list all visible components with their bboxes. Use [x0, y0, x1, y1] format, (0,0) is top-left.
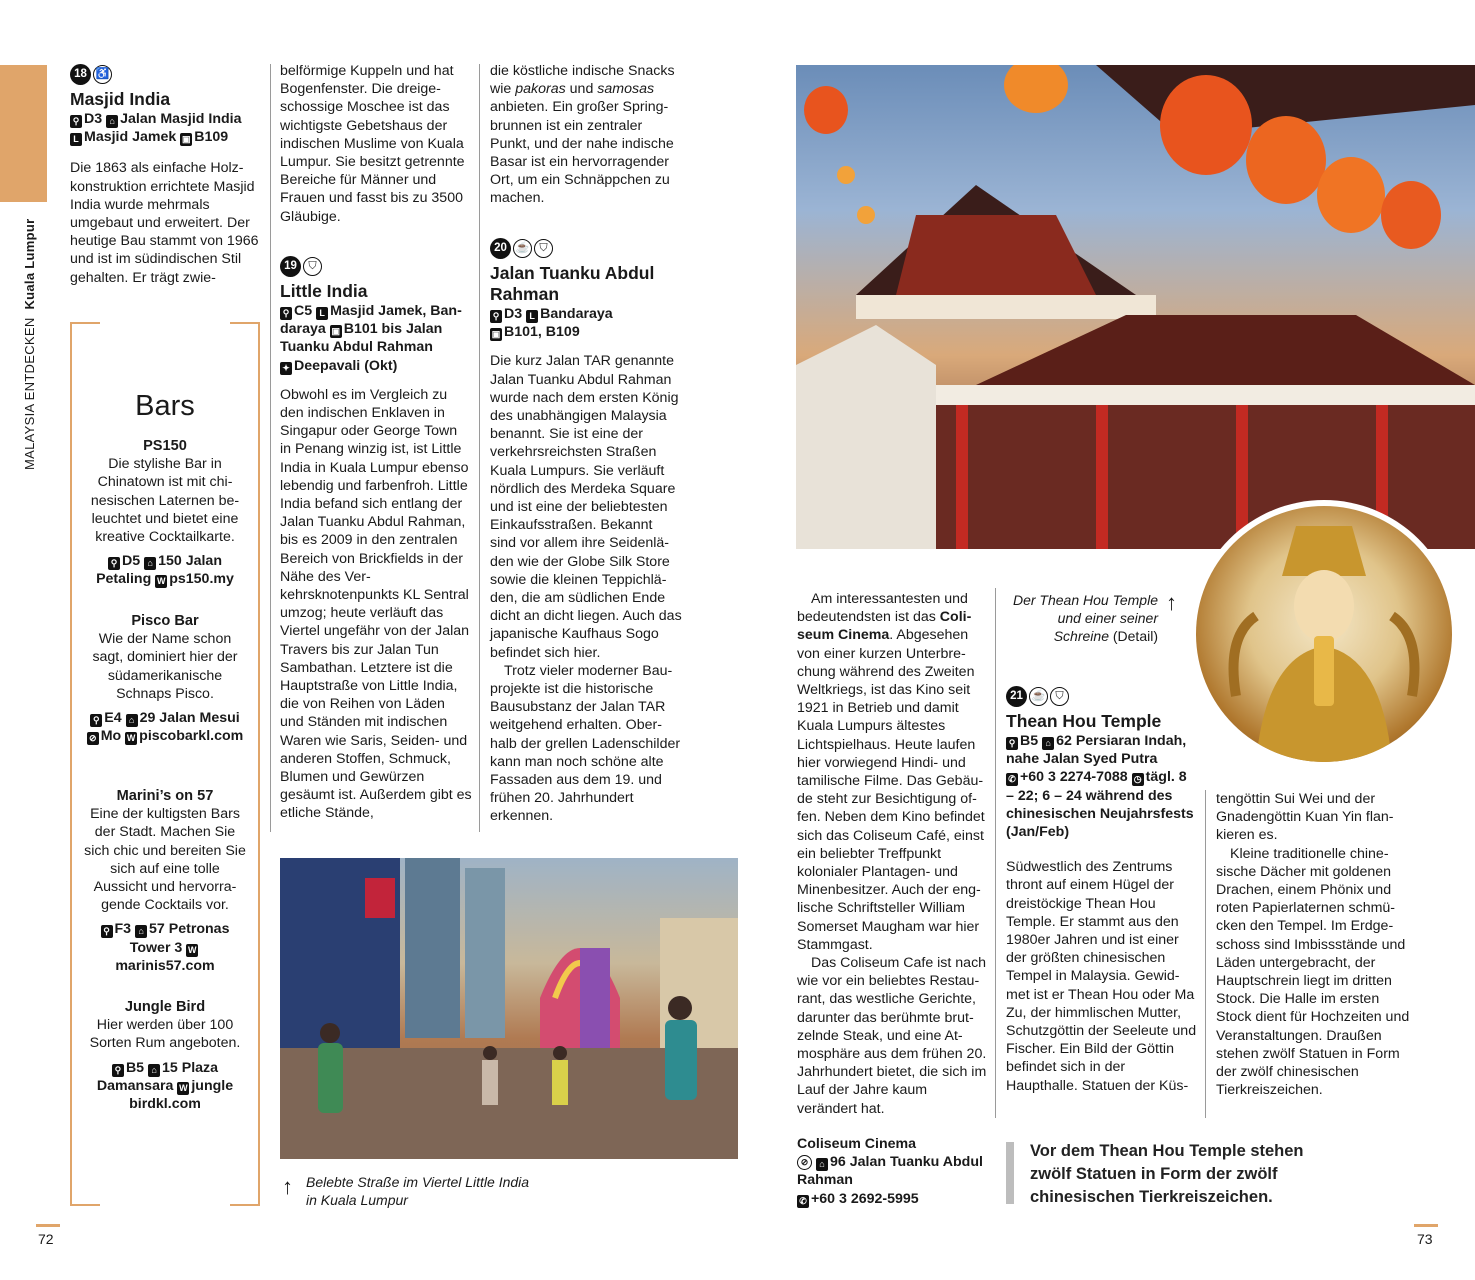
column-divider: [1205, 790, 1206, 1118]
pullquote-bar: [1006, 1142, 1014, 1204]
map-pin-icon: ⚲: [70, 115, 82, 128]
entry-text: Die kurz Jalan TAR genannte Jalan Tuanku Abdul Rahman wurde nach dem ersten König des unabhängigen Malaysia benannt. Sie ist eine der verkehrsreichsten Straßen Kuala Lumpurs. Sie verläuft nördlich des Merdeka Square und ist eine der beliebtesten Einkaufsstraßen. Bekannt sind vor allem ihre Seidenläden wie der Globe Silk Store sowie die kleinen Teppichläden, die am südlichen Ende dicht an dicht liegen. Auch das japanische Kaufhaus Sogo befindet sich hier.: [490, 353, 682, 661]
entry-text: Die 1863 als einfache Holzkonstruktion errichtete Masjid India wurde mehrmals umgebaut und erweitert. Der heutige Bau stammt von 1966 und ist im südindischen Stil gehalten. Er trägt zwie-: [70, 160, 259, 286]
cafe-icon: ☕: [513, 239, 532, 258]
entry-number: 19: [280, 256, 301, 277]
entry-21: [1006, 686, 1198, 1095]
page-number-bar: [1414, 1224, 1438, 1227]
cafe-icon: ☕: [1029, 687, 1048, 706]
column-divider: [270, 64, 271, 832]
clock-icon: ◷: [1132, 773, 1144, 786]
column-divider: [995, 588, 996, 1118]
bar-entry: Marini’s on 57 Eine der kultigsten Bars der Stadt. Machen Sie sich chic und bereiten Sie sich auf eine tolle Aussicht und hervorragende Cocktails vor. ⚲ F3 ⌂ 57 Petronas Tower 3 Wmarinis57.com: [82, 787, 248, 975]
pullquote: Vor dem Thean Hou Temple stehen zwölf Statuen in Form der zwölf chinesischen Tierkreiszeichen.: [1030, 1142, 1304, 1206]
col7-text: tengöttin Sui Wei und der Gnadengöttin Kuan Yin flankieren es. Kleine traditionelle chinesische Dächer mit goldenen Drachen, einem Phönix und roten Papierlaternen schmücken den Tempel. Im Erdgeschoss sind Imbissstände und Läden untergebracht, der Hauptschrein liegt im dritten Stock. Die Halle im ersten Stock dient für Hochzeiten und Veranstaltungen. Draußen stehen zwölf Statuen in Form der zwölf chinesischen Tierkreiszeichen.: [1216, 791, 1410, 1099]
address-icon: ⌂: [144, 557, 156, 570]
entry-text: Trotz vieler moderner Bauprojekte ist die historische Bausubstanz der Jalan TAR weitgehend erhalten. Oberhalb der grellen Ladenschilder kann man noch schöne alte Fassaden aus dem 19. und frühen 20. Jahrhundert erkennen.: [490, 662, 681, 825]
coliseum-info: Coliseum Cinema ⊘ ⌂ 96 Jalan Tuanku Abdul Rahman ✆ +60 3 2692-5995: [797, 1135, 987, 1208]
bar-entry: Pisco Bar Wie der Name schon sagt, dominiert hier der südamerikanische Schnaps Pisco. ⚲ E4 ⌂ 29 Jalan Mesui ⊘ Mo W piscobarkl.com: [82, 612, 248, 745]
column-divider: [479, 64, 480, 832]
entry-info: ⚲ D3 ⌂ Jalan Masjid India L Masjid Jamek ▣ B109: [70, 110, 262, 146]
bars-heading: Bars: [135, 390, 195, 422]
entry-info: ⚲ D3 L Bandaraya ▣ B101, B109: [491, 306, 613, 341]
col5-text: Am interessantesten und bedeutendsten ist das Coliseum Cinema. Abgesehen von einer kurzen Unterbrechung während des Zweiten Weltkriegs, ist das Kino seit 1921 in Betrieb und damit Kuala Lumpurs ältestes Lichtspielhaus. Heute laufen hier vorwiegend Hindi- und tamilische Filme. Das Gebäude steht zur Besichtigung offen. Neben dem Kino befindet sich das Coliseum Café, einst ein beliebter Treffpunkt kolonialer Plantagen- und Minenbesitzer. Auch der englische Schriftsteller William Somerset Maugham war hier Stammgast. Das Coliseum Cafe ist nach wie vor ein beliebtes Restaurant, das westliche Gerichte, darunter das berühmte brutzelnde Steak, und eine Atmosphäre aus dem frühen 20. Jahrhundert bietet, die sich im Lauf der Jahre kaum verändert hat. Coliseum Cinema ⊘ ⌂ 96 Jalan Tuanku Abdul Rahman ✆ +60 3 2692-5995: [797, 591, 987, 1207]
lrt-icon: L: [70, 133, 82, 146]
bus-icon: ▣: [491, 329, 501, 340]
little-india-photo: [280, 858, 738, 1159]
photo-caption-right: Der Thean Hou Temple und einer seiner Schreine (Detail): [1012, 592, 1158, 644]
phone-icon: ✆: [797, 1195, 809, 1208]
address-icon: ⌂: [816, 1158, 828, 1171]
entry-text: Südwestlich des Zentrums thront auf einem Hügel der dreistöckige Thean Hou Temple. Er stammt aus den 1980er Jahren und ist einer der größten chinesischen Tempel in Malaysia. Gewidmet ist er Thean Hou oder Ma Zu, der himmlischen Mutter, Schutzgöttin der Seeleute und Fischer. Ein Bild der Göttin befindet sich in der Haupthalle. Statuen der Küs-: [1006, 859, 1197, 1094]
section-label: MALAYSIA ENTDECKEN: [22, 317, 37, 470]
wheelchair-icon: ♿: [93, 65, 112, 84]
address-icon: ⌂: [106, 115, 118, 128]
shopping-bag-icon: ⛉: [534, 239, 553, 258]
entry-info: ⚲ C5 L Masjid Jamek, Bandaraya ▣ B101 bis Jalan Tuanku Abdul Rahman ✦ Deepavali (Okt): [280, 303, 462, 374]
entry-info: ⚲ B5 ⌂ 62 Persiaran Indah, nahe Jalan Syed Putra ✆ +60 3 2274-7088 ◷ tägl. 8 – 22; 6 – 24 während des chinesischen Neujahrsfests (Jan/Feb): [1006, 733, 1194, 841]
bar-desc: Wie der Name schon sagt, dominiert hier der südamerikanische Schnaps Pisco.: [92, 631, 238, 702]
caption-arrow: ↑: [1166, 590, 1177, 615]
bar-name: Pisco Bar: [131, 613, 199, 629]
entry-20: [490, 238, 682, 826]
bar-website[interactable]: piscobarkl.com: [139, 728, 244, 745]
bar-name: Marini’s on 57: [116, 788, 214, 804]
address-icon: ⌂: [148, 1064, 160, 1077]
page-number-bar: [36, 1224, 60, 1227]
city-label: Kuala Lumpur: [22, 218, 37, 310]
address-icon: ⌂: [126, 714, 138, 727]
entry-number: 21: [1006, 686, 1027, 707]
map-pin-icon: ⚲: [108, 557, 120, 570]
bar-website[interactable]: ps150.my: [169, 571, 234, 588]
bus-icon: ▣: [181, 134, 191, 145]
shrine-detail-photo: [1190, 500, 1458, 768]
entry-title: Little India: [280, 281, 368, 301]
photo-caption-left: Belebte Straße im Viertel Little India in Kuala Lumpur: [306, 1174, 530, 1208]
map-pin-icon: ⚲: [490, 310, 502, 323]
map-pin-icon: ⚲: [280, 307, 292, 320]
bar-desc: Hier werden über 100 Sorten Rum angeboten.: [89, 1017, 241, 1052]
map-pin-icon: ⚲: [112, 1064, 124, 1077]
street-scene-illustration: [280, 858, 738, 1159]
lrt-icon: L: [316, 307, 328, 320]
closed-icon: ⊘: [87, 732, 99, 745]
phone-icon: ✆: [1006, 773, 1018, 786]
map-pin-icon: ⚲: [90, 714, 102, 727]
col3-continued: die köstliche indische Snacks wie pakoras und samosas anbieten. Ein großer Springbrunnen ist ein zentraler Punkt, und der nahe indische Basar ist ein hervorragender Ort, um ein Schnäppchen zu machen.: [490, 63, 675, 207]
ticket-icon: ⊘: [797, 1155, 812, 1170]
entry-19: [280, 256, 472, 823]
entry-title: Thean Hou Temple: [1006, 711, 1162, 731]
web-icon: W: [179, 1082, 188, 1093]
bar-desc: Eine der kultigsten Bars der Stadt. Machen Sie sich chic und bereiten Sie sich auf eine tolle Aussicht und hervorragende Cocktails vor.: [84, 806, 246, 914]
bar-desc: Die stylishe Bar in Chinatown ist mit chinesischen Laternen beleuchtet und bietet eine kreative Cocktailkarte.: [90, 456, 240, 546]
shopping-bag-icon: ⛉: [1050, 687, 1069, 706]
web-icon: W: [126, 733, 136, 744]
entry-number: 20: [490, 238, 511, 259]
entry-text: Obwohl es im Vergleich zu den indischen Enklaven in Singapur oder George Town in Penang winzig ist, ist Little India in Kuala Lumpur ebenso lebendig und farbenfroh. Little India befand sich entlang der Jalan Tuanku Abdul Rahman, bis es 2009 in den zentralen Bereich von Brickfields in der Nähe des Verkehrsknotenpunkts KL Sentral umzog; heute verläuft das Viertel ungefähr von der Jalan Travers bis zur Jalan Tun Sambathan. Letztere ist die Hauptstraße von Little India, die von Reihen von Läden und Ständen mit indischen Waren wie Saris, Seiden- und anderen Stoffen, Schmuck, Blumen und Gewürzen gesäumt ist. Außerdem gibt es etliche Stände,: [280, 386, 472, 822]
page-number-right: 73: [1417, 1231, 1433, 1247]
page-number-left: 72: [38, 1231, 54, 1247]
coliseum-title: Coliseum Cinema: [797, 1135, 917, 1152]
entry-title: Masjid India: [70, 89, 171, 109]
web-icon: W: [188, 944, 197, 955]
map-pin-icon: ⚲: [101, 925, 113, 938]
shopping-bag-icon: ⛉: [303, 257, 322, 276]
map-pin-icon: ⚲: [1006, 737, 1018, 750]
goddess-statue-illustration: [1196, 506, 1452, 762]
lrt-icon: L: [526, 310, 538, 323]
web-icon: W: [156, 576, 166, 587]
thean-hou-temple-photo: [796, 65, 1475, 549]
address-icon: ⌂: [1042, 737, 1054, 750]
address-icon: ⌂: [135, 925, 147, 938]
bar-website[interactable]: jungle birdkl.com: [129, 1077, 234, 1113]
bus-icon: ▣: [331, 326, 340, 337]
side-running-head: [22, 219, 37, 470]
entry-title: Jalan Tuanku Abdul Rahman: [490, 263, 655, 304]
col2-continued: belförmige Kuppeln und hat Bogenfenster. Die dreigeschossige Moschee ist das wichtigste Gebetshaus der indischen Muslime von Kuala Lumpur. Sie besitzt getrennte Bereiche für Männer und Frauen und fasst bis zu 3500 Gläubige.: [280, 63, 465, 225]
bar-website[interactable]: marinis57.com: [115, 957, 215, 974]
temple-illustration: [796, 65, 1475, 549]
bar-entry: PS150 Die stylishe Bar in Chinatown ist mit chinesischen Laternen beleuchtet und bietet eine kreative Cocktailkarte. ⚲ D5 ⌂ 150 Jalan Petaling W ps150.my: [82, 437, 248, 589]
caption-arrow: ↑: [282, 1174, 293, 1199]
festival-icon: ✦: [280, 362, 292, 375]
bar-name: PS150: [143, 438, 187, 454]
side-tab: [0, 65, 47, 202]
entry-number: 18: [70, 64, 91, 85]
bars-sidebar: [70, 322, 260, 1204]
entry-18: [70, 64, 262, 287]
bar-name: Jungle Bird: [124, 999, 206, 1015]
bar-entry: Jungle Bird Hier werden über 100 Sorten Rum angeboten. ⚲ B5 ⌂ 15 Plaza Damansara W jungle birdkl.com: [82, 998, 248, 1113]
